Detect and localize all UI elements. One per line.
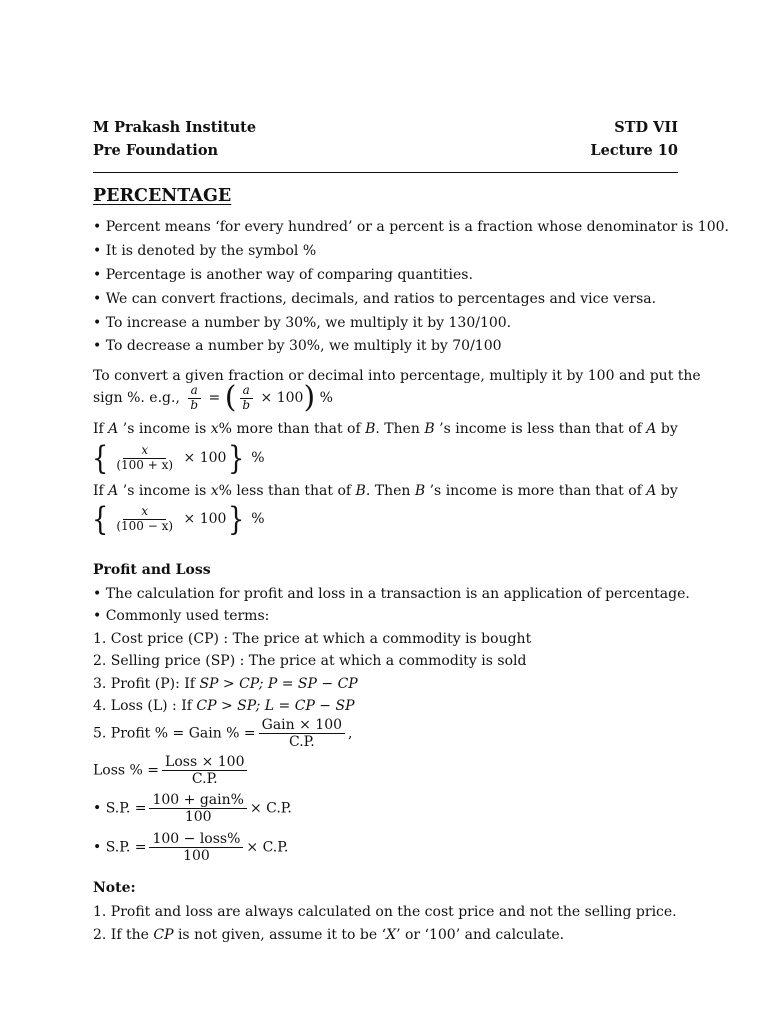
page-title: PERCENTAGE	[93, 186, 232, 206]
text-run: by	[656, 421, 678, 437]
right-brace: }	[228, 500, 245, 538]
term-cost-price: 1. Cost price (CP) : The price at which a commodity is bought	[93, 631, 532, 647]
bullet-item: • We can convert fractions, decimals, and ratios to percentages and vice versa.	[93, 291, 657, 307]
fraction-x-over-100-minus-x	[113, 505, 176, 534]
income-less-formula	[90, 500, 265, 538]
fraction-gain-percent	[149, 792, 246, 825]
right-brace: }	[228, 439, 245, 477]
left-brace: {	[92, 439, 109, 477]
text-run: × C.P.	[246, 839, 289, 856]
text-run: 3. Profit (P): If	[93, 676, 200, 692]
var-x: x	[210, 483, 219, 499]
bullet-item: • Commonly used terms:	[93, 608, 270, 624]
left-brace: {	[92, 500, 109, 538]
numerator: 100 + gain%	[149, 792, 246, 809]
convert-prefix: sign %. e.g.,	[93, 390, 180, 406]
percent-sign: %	[251, 450, 265, 466]
var-a: a	[190, 382, 198, 397]
bullet-item: • Percent means ‘for every hundred’ or a percent is a fraction whose denominator is 100.	[93, 219, 729, 235]
convert-line1: To convert a given fraction or decimal into percentage, multiply it by 100 and put the	[93, 368, 701, 384]
text-run: . Then	[365, 483, 415, 499]
section-heading-profit-loss: Profit and Loss	[93, 562, 211, 578]
percent-sign: %	[319, 390, 333, 406]
denominator: C.P.	[289, 734, 315, 751]
fraction-gain	[259, 717, 345, 750]
fraction-a-over-b	[187, 384, 201, 413]
text-run: • S.P. =	[93, 839, 147, 856]
profit-percent-formula	[93, 717, 353, 750]
denominator: C.P.	[191, 771, 218, 788]
text-run: If	[93, 483, 109, 499]
sp-loss-formula	[93, 831, 288, 864]
loss-percent-formula	[93, 754, 250, 787]
left-paren: (	[224, 380, 237, 415]
income-less-statement	[93, 483, 678, 500]
var-B: B	[424, 421, 435, 437]
loss-formula: CP > SP; L = CP − SP	[196, 698, 355, 714]
institute-name: M Prakash Institute	[93, 119, 257, 136]
right-paren: )	[303, 380, 316, 415]
var-x: x	[210, 421, 219, 437]
var-cp: CP	[153, 927, 174, 943]
numerator: x	[141, 503, 149, 518]
bullet-item: • Percentage is another way of comparing quantities.	[93, 267, 473, 283]
text-run: is not given, assume it to be ‘	[173, 927, 387, 943]
percent-sign: %	[251, 511, 265, 527]
bullet-item: • It is denoted by the symbol %	[93, 243, 317, 259]
profit-formula: SP > CP; P = SP − CP	[199, 676, 358, 692]
var-a: a	[242, 382, 250, 397]
times-100: × 100	[183, 511, 227, 527]
term-selling-price: 2. Selling price (SP) : The price at which a commodity is sold	[93, 653, 527, 669]
times-100: × 100	[260, 390, 304, 406]
term-profit	[93, 676, 358, 693]
fraction-a-over-b-2	[239, 384, 253, 413]
var-A: A	[108, 421, 119, 437]
denominator: (100 + x)	[116, 457, 174, 472]
var-x: X	[386, 927, 397, 943]
text-run: ’s income is	[118, 483, 211, 499]
var-b: b	[242, 397, 251, 412]
course-name: Pre Foundation	[93, 142, 219, 159]
text-run: If	[93, 421, 109, 437]
text-run: × C.P.	[249, 800, 292, 817]
sp-gain-formula	[93, 792, 292, 825]
numerator: x	[141, 442, 149, 457]
times-100: × 100	[183, 450, 227, 466]
var-A: A	[646, 421, 657, 437]
numerator: Loss × 100	[162, 754, 247, 771]
bullet-item: • To decrease a number by 30%, we multiply it by 70/100	[93, 338, 502, 354]
text-run: Loss % =	[93, 762, 160, 779]
var-B: B	[414, 483, 426, 499]
note-heading: Note:	[93, 880, 136, 896]
text-run: • S.P. =	[93, 800, 147, 817]
text-run: % more than that of	[218, 421, 366, 437]
fraction-loss	[162, 754, 247, 787]
text-run: . Then	[375, 421, 425, 437]
text-run: by	[656, 483, 678, 499]
fraction-x-over-100-plus-x	[113, 444, 176, 473]
var-A: A	[108, 483, 119, 499]
denominator: 100	[184, 809, 212, 826]
numerator: Gain × 100	[259, 717, 345, 734]
lecture-label: Lecture 10	[590, 142, 678, 159]
denominator: (100 − x)	[116, 518, 174, 533]
convert-line2	[93, 380, 333, 415]
text-run: ’ or ‘100’ and calculate.	[396, 927, 565, 943]
income-more-formula	[90, 439, 265, 477]
note-item: 1. Profit and loss are always calculated on the cost price and not the selling price.	[93, 904, 677, 920]
var-A: A	[646, 483, 657, 499]
text-run: ,	[348, 725, 353, 742]
var-B: B	[355, 483, 366, 499]
text-run: ’s income is less than that of	[434, 421, 647, 437]
income-more-statement	[93, 421, 678, 438]
bullet-item: • To increase a number by 30%, we multiply it by 130/100.	[93, 315, 512, 331]
text-run: 5. Profit % = Gain % =	[93, 725, 256, 742]
text-run: ’s income is	[118, 421, 211, 437]
fraction-loss-percent	[149, 831, 243, 864]
header-rule	[93, 172, 678, 173]
text-run: 4. Loss (L) : If	[93, 698, 197, 714]
var-B: B	[365, 421, 376, 437]
denominator: 100	[183, 848, 210, 865]
std-label: STD VII	[614, 119, 678, 136]
text-run: ’s income is more than that of	[425, 483, 647, 499]
var-b: b	[190, 397, 199, 412]
bullet-item: • The calculation for profit and loss in a transaction is an application of percentage.	[93, 586, 690, 602]
note-item	[93, 927, 564, 944]
text-run: 2. If the	[93, 927, 154, 943]
numerator: 100 − loss%	[149, 831, 243, 848]
equals-sign: =	[208, 390, 221, 406]
text-run: % less than that of	[218, 483, 356, 499]
term-loss	[93, 698, 355, 715]
